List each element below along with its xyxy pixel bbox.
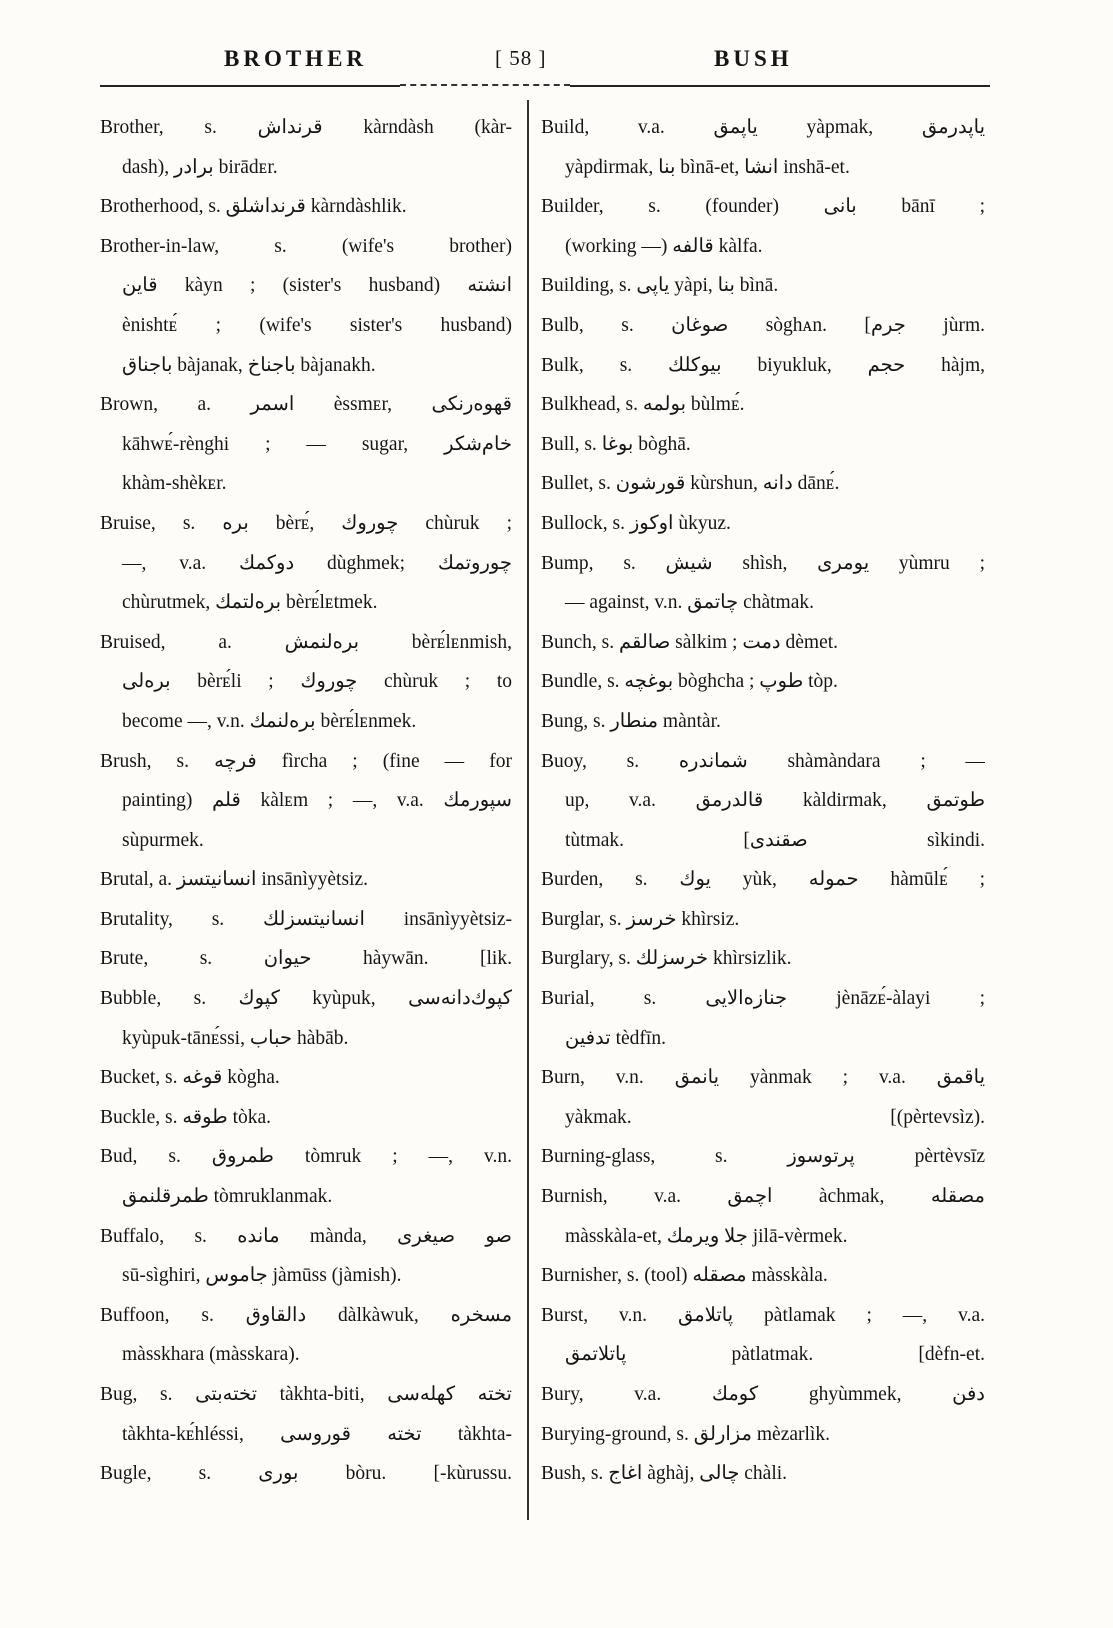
dictionary-line: Bullock, s. اوكوز ùkyuz.	[541, 512, 731, 534]
dictionary-line: Bunch, s. صالقم sàlkim ; دمت dèmet.	[541, 631, 839, 653]
dictionary-line: Bump, s. شيش shìsh, يومرى yùmru ;	[541, 552, 985, 574]
dictionary-line: برەلى bèrᴇ́li ; چوروك chùruk ; to	[122, 671, 512, 693]
dictionary-line: Brotherhood, s. قرنداشلق kàrndàshlik.	[100, 196, 407, 218]
header-rule-left	[100, 85, 400, 87]
left-column	[100, 108, 512, 1494]
dictionary-line: Burnish, v.a. اچمق àchmak, مصقله	[541, 1186, 985, 1208]
dictionary-line: màsskhara (màsskara).	[122, 1344, 300, 1366]
header-rule-middle	[400, 84, 570, 86]
dictionary-line: Burnisher, s. (tool) مصقله màsskàla.	[541, 1265, 828, 1287]
dictionary-line: Bruised, a. برەلنمش bèrᴇ́lᴇnmish,	[100, 631, 512, 653]
dictionary-line: become —, v.n. برەلنمك bèrᴇ́lᴇnmek.	[122, 710, 417, 732]
dictionary-line: Brutal, a. انسانيتسز insānìyyètsiz.	[100, 869, 369, 891]
dictionary-line: Burying-ground, s. مزارلق mèzarlìk.	[541, 1423, 830, 1445]
dictionary-line: — against, v.n. چاتمق chàtmak.	[565, 592, 814, 614]
dictionary-line: Buckle, s. طوقه tòka.	[100, 1106, 272, 1128]
dictionary-line: قاين kàyn ; (sister's husband) انشته	[122, 275, 512, 297]
dictionary-line: Burglar, s. خرسز khìrsiz.	[541, 908, 740, 930]
dictionary-line: tùtmak. [صقندى sìkindi.	[565, 829, 985, 851]
dictionary-line: طمرقلنمق tòmruklanmak.	[122, 1186, 333, 1208]
dictionary-line: up, v.a. قالدرمق kàldirmak, طوتمق	[565, 790, 985, 812]
dictionary-line: Brown, a. اسمر èssmᴇr, قهوه‌رنكى	[100, 394, 512, 416]
dictionary-line: Bulb, s. صوغان sòghᴀn. [جرم jùrm.	[541, 314, 985, 336]
dictionary-line: Bucket, s. قوغه kògha.	[100, 1067, 280, 1089]
dictionary-line: Builder, s. (founder) بانى bānī ;	[541, 196, 985, 218]
dictionary-line: ènishtᴇ́ ; (wife's sister's husband)	[122, 314, 512, 336]
dictionary-line: Buffoon, s. دالقاوق dàlkàwuk, مسخره	[100, 1304, 512, 1326]
dictionary-line: پاتلاتمق pàtlatmak. [dèfn-et.	[565, 1344, 985, 1366]
dictionary-line: sùpurmek.	[122, 829, 204, 851]
dictionary-line: Bruise, s. بره bèrᴇ́, چوروك chùruk ;	[100, 512, 512, 534]
dictionary-line: Burn, v.n. يانمق yànmak ; v.a. ياقمق	[541, 1067, 985, 1089]
dictionary-line: Building, s. ياپى yàpi, بنا bìnā.	[541, 275, 779, 297]
dictionary-line: dash), برادر birādᴇr.	[122, 156, 278, 178]
header-right-word: BUSH	[714, 46, 793, 71]
right-column	[541, 108, 985, 1494]
dictionary-line: Brute, s. حيوان hàywān. [lik.	[100, 948, 512, 970]
dictionary-line: Buoy, s. شماندره shàmàndara ; —	[541, 750, 985, 772]
dictionary-line: Burning-glass, s. پرتوسوز pèrtèvsīz	[541, 1146, 985, 1168]
column-divider	[527, 100, 529, 1520]
dictionary-line: màsskàla-et, جلا ويرمك jilā-vèrmek.	[565, 1225, 848, 1247]
dictionary-line: Bud, s. طمروق tòmruk ; —, v.n.	[100, 1146, 512, 1168]
dictionary-line: Bulkhead, s. بولمه bùlmᴇ́.	[541, 394, 745, 416]
dictionary-line: Brother-in-law, s. (wife's brother)	[100, 235, 512, 257]
dictionary-line: Bulk, s. بيوكلك biyukluk, حجم hàjm,	[541, 354, 985, 376]
dictionary-line: kāhwᴇ́-rènghi ; — sugar, خام‌شكر	[122, 433, 512, 455]
dictionary-line: Buffalo, s. مانده mànda, صو صيغرى	[100, 1225, 512, 1247]
page-number: [ 58 ]	[495, 46, 547, 70]
dictionary-line: تدفين tèdfīn.	[565, 1027, 666, 1049]
dictionary-line: Brush, s. فرچه fìrcha ; (fine — for	[100, 750, 512, 772]
dictionary-line: Burglary, s. خرسزلك khìrsizlik.	[541, 948, 792, 970]
header-left-word: BROTHER	[224, 46, 368, 71]
dictionary-line: Bung, s. منطار màntàr.	[541, 710, 721, 732]
dictionary-line: Bull, s. بوغا bòghā.	[541, 433, 691, 455]
dictionary-line: Bury, v.a. كومك ghyùmmek, دفن	[541, 1384, 985, 1405]
dictionary-line: Burden, s. يوك yùk, حموله hàmūlᴇ́ ;	[541, 869, 985, 891]
dictionary-line: Bubble, s. كپوك kyùpuk, كپوك‌دانه‌سى	[100, 988, 512, 1010]
dictionary-line: Bundle, s. بوغچه bòghcha ; طوپ tòp.	[541, 671, 838, 693]
dictionary-line: —, v.a. دوكمك dùghmek; چوروتمك	[122, 552, 512, 574]
header-rule-right	[570, 85, 990, 87]
dictionary-line: yàkmak. [(pèrtevsìz).	[565, 1106, 985, 1128]
dictionary-line: tàkhta-kᴇ́hléssi, تخته قوروسى tàkhta-	[122, 1423, 512, 1445]
dictionary-line: Bullet, s. قورشون kùrshun, دانه dānᴇ́.	[541, 473, 840, 495]
page-header	[100, 40, 1005, 80]
dictionary-line: khàm-shèkᴇr.	[122, 473, 227, 495]
dictionary-line: باجناق bàjanak, باجناخ bàjanakh.	[122, 354, 376, 376]
dictionary-line: (working —) قالفه kàlfa.	[565, 235, 763, 257]
dictionary-line: yàpdirmak, بنا bìnā-et, انشا inshā-et.	[565, 156, 850, 178]
dictionary-line: Burial, s. جنازه‌الايى jènāzᴇ́-àlayi ;	[541, 988, 985, 1010]
dictionary-line: chùrutmek, برەلتمك bèrᴇ́lᴇtmek.	[122, 592, 378, 614]
dictionary-line: Brother, s. قرنداش kàrndàsh (kàr-	[100, 117, 512, 138]
dictionary-line: Bug, s. تخته‌بتى tàkhta-biti, تخته كهله‌سى	[100, 1384, 512, 1405]
dictionary-line: painting) قلم kàlᴇm ; —, v.a. سپورمك	[122, 790, 512, 812]
dictionary-line: kyùpuk-tānᴇ́ssi, حباب hàbāb.	[122, 1027, 349, 1049]
dictionary-line: Build, v.a. ياپمق yàpmak, ياپدرمق	[541, 117, 985, 138]
dictionary-line: Burst, v.n. پاتلامق pàtlamak ; —, v.a.	[541, 1304, 985, 1326]
dictionary-line: Bugle, s. بورى bòru. [-kùrussu.	[100, 1463, 512, 1485]
dictionary-line: Brutality, s. انسانيتسزلك insānìyyètsiz-	[100, 908, 512, 930]
dictionary-line: Bush, s. اغاج àghàj, چالى chàli.	[541, 1463, 788, 1485]
dictionary-line: sū-sìghiri, جاموس jàmūss (jàmish).	[122, 1265, 402, 1287]
